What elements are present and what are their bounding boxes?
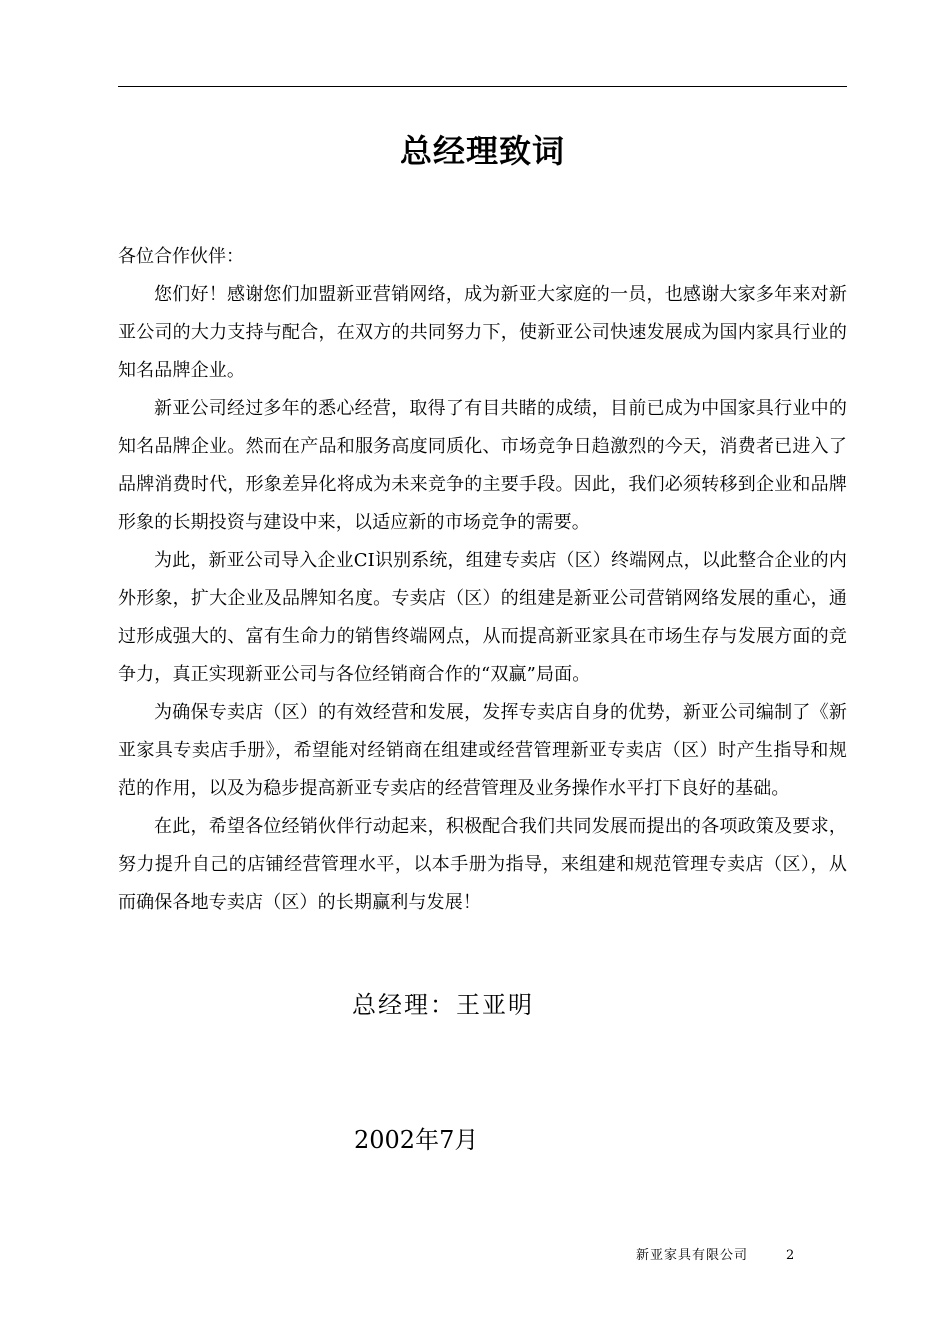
paragraph-5: 在此，希望各位经销伙伴行动起来，积极配合我们共同发展而提出的各项政策及要求，努力提升自己的店铺经营管理水平，以本手册为指导，来组建和规范管理专卖店（区），从而确保各地专卖店（区）的长期赢利与发展！ bbox=[118, 816, 847, 913]
page-footer bbox=[636, 1246, 794, 1266]
page-title: 总经理致词 bbox=[399, 132, 565, 170]
signature: 总经理：王亚明 bbox=[352, 991, 534, 1019]
paragraph-3: 为此，新亚公司导入企业CI识别系统，组建专卖店（区）终端网点，以此整合企业的内外形象，扩大企业及品牌知名度。专卖店（区）的组建是新亚公司营销网络发展的重心，通过形成强大的、富有生命力的销售终端网点，从而提高新亚家具在市场生存与发展方面的竞争力，真正实现新亚公司与各位经销商合作的“双赢”局面。 bbox=[118, 550, 847, 685]
salutation: 各位合作伙伴： bbox=[118, 246, 244, 267]
header-rule bbox=[118, 86, 847, 87]
paragraph-2: 新亚公司经过多年的悉心经营，取得了有目共睹的成绩，目前已成为中国家具行业中的知名品牌企业。然而在产品和服务高度同质化、市场竞争日趋激烈的今天，消费者已进入了品牌消费时代，形象差异化将成为未来竞争的主要手段。因此，我们必须转移到企业和品牌形象的长期投资与建设中来，以适应新的市场竞争的需要。 bbox=[118, 398, 847, 533]
paragraph-4: 为确保专卖店（区）的有效经营和发展，发挥专卖店自身的优势，新亚公司编制了《新亚家具专卖店手册》，希望能对经销商在组建或经营管理新亚专卖店（区）时产生指导和规范的作用，以及为稳步提高新亚专卖店的经营管理及业务操作水平打下良好的基础。 bbox=[118, 702, 847, 799]
footer-company: 新亚家具有限公司 bbox=[636, 1248, 749, 1263]
page-number: 2 bbox=[786, 1248, 795, 1263]
letter-date: 2002年7月 bbox=[354, 1126, 479, 1154]
letter-body bbox=[118, 238, 847, 922]
paragraph-1: 您们好！感谢您们加盟新亚营销网络，成为新亚大家庭的一员，也感谢大家多年来对新亚公司的大力支持与配合，在双方的共同努力下，使新亚公司快速发展成为国内家具行业的知名品牌企业。 bbox=[118, 284, 847, 381]
